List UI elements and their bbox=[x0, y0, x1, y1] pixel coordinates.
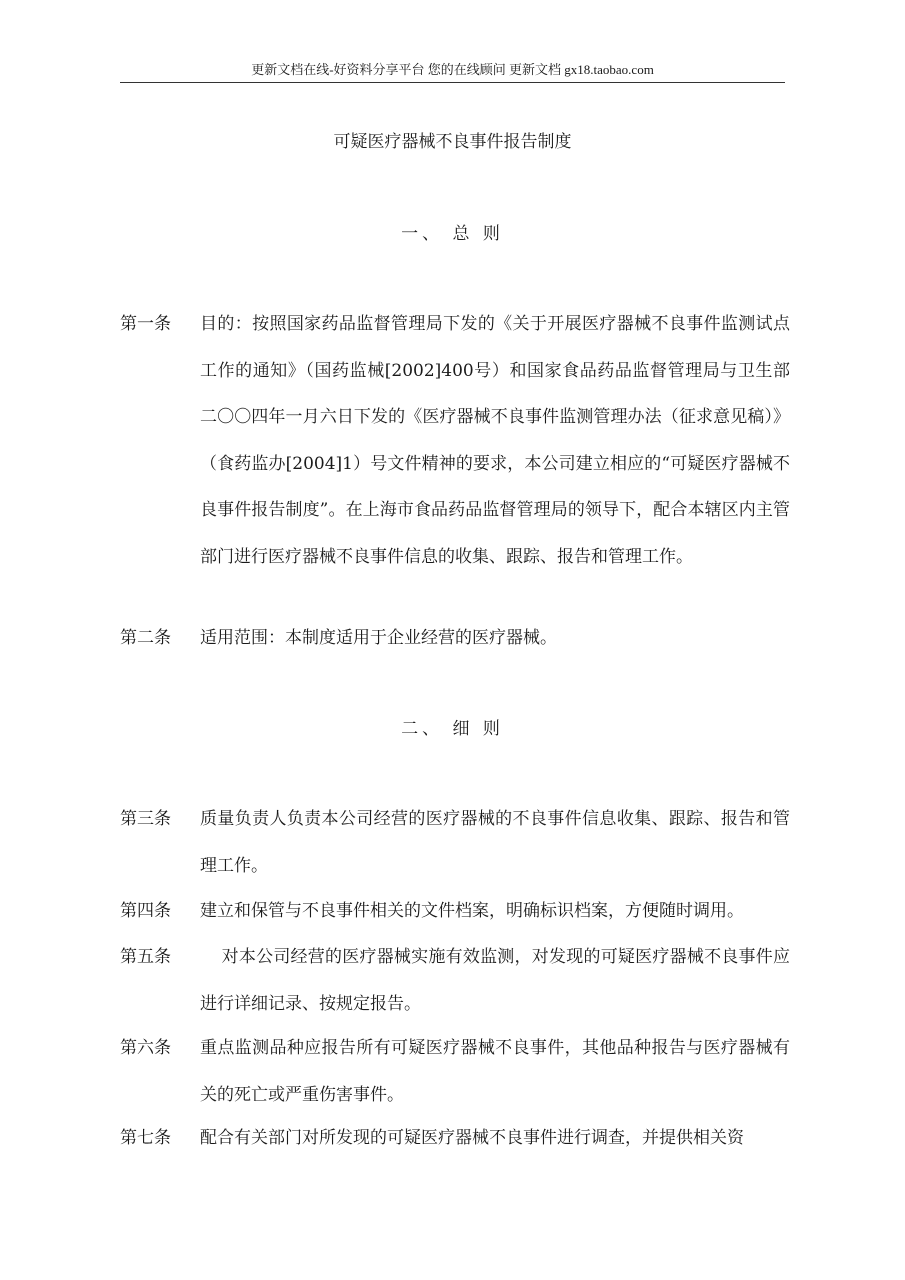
article-text: 质量负责人负责本公司经营的医疗器械的不良事件信息收集、跟踪、报告和管理工作。 bbox=[200, 809, 790, 876]
article-1 bbox=[120, 301, 790, 580]
page-header: 更新文档在线-好资料分享平台 您的在线顾问 更新文档 gx18.taobao.com bbox=[251, 62, 654, 77]
header-divider bbox=[120, 82, 785, 83]
article-label: 第七条 bbox=[120, 1128, 171, 1148]
article-text: 重点监测品种应报告所有可疑医疗器械不良事件，其他品种报告与医疗器械有关的死亡或严重伤害事件。 bbox=[200, 1038, 790, 1105]
document-title: 可疑医疗器械不良事件报告制度 bbox=[333, 132, 572, 152]
article-label: 第二条 bbox=[120, 628, 171, 648]
article-3 bbox=[120, 796, 790, 889]
article-text: 适用范围：本制度适用于企业经营的医疗器械。 bbox=[200, 628, 557, 648]
article-text: 对本公司经营的医疗器械实施有效监测，对发现的可疑医疗器械不良事件应进行详细记录、按规定报告。 bbox=[200, 947, 790, 1014]
article-label: 第六条 bbox=[120, 1038, 171, 1058]
article-label: 第三条 bbox=[120, 809, 171, 829]
article-6 bbox=[120, 1025, 790, 1118]
section-heading-general: 一、 总 则 bbox=[401, 224, 504, 244]
article-label: 第一条 bbox=[120, 314, 171, 334]
section-heading-details: 二、 细 则 bbox=[401, 719, 504, 739]
article-2 bbox=[120, 615, 790, 662]
article-text: 配合有关部门对所发现的可疑医疗器械不良事件进行调查，并提供相关资 bbox=[200, 1128, 744, 1148]
article-label: 第五条 bbox=[120, 947, 171, 967]
article-text: 建立和保管与不良事件相关的文件档案，明确标识档案，方便随时调用。 bbox=[200, 901, 744, 921]
article-text: 目的：按照国家药品监督管理局下发的《关于开展医疗器械不良事件监测试点工作的通知》（国药监械[2002]400号）和国家食品药品监督管理局与卫生部二〇〇四年一月六日下发的《医疗器械不良事件监测管理办法（征求意见稿）》（食药监办[2004]1）号文件精神的要求，本公司建立相应的“可疑医疗器械不良事件报告制度”。在上海市食品药品监督管理局的领导下，配合本辖区内主管部门进行医疗器械不良事件信息的收集、跟踪、报告和管理工作。 bbox=[200, 314, 790, 567]
article-4 bbox=[120, 888, 790, 935]
article-label: 第四条 bbox=[120, 901, 171, 921]
article-5 bbox=[120, 934, 790, 1027]
article-7 bbox=[120, 1115, 790, 1162]
